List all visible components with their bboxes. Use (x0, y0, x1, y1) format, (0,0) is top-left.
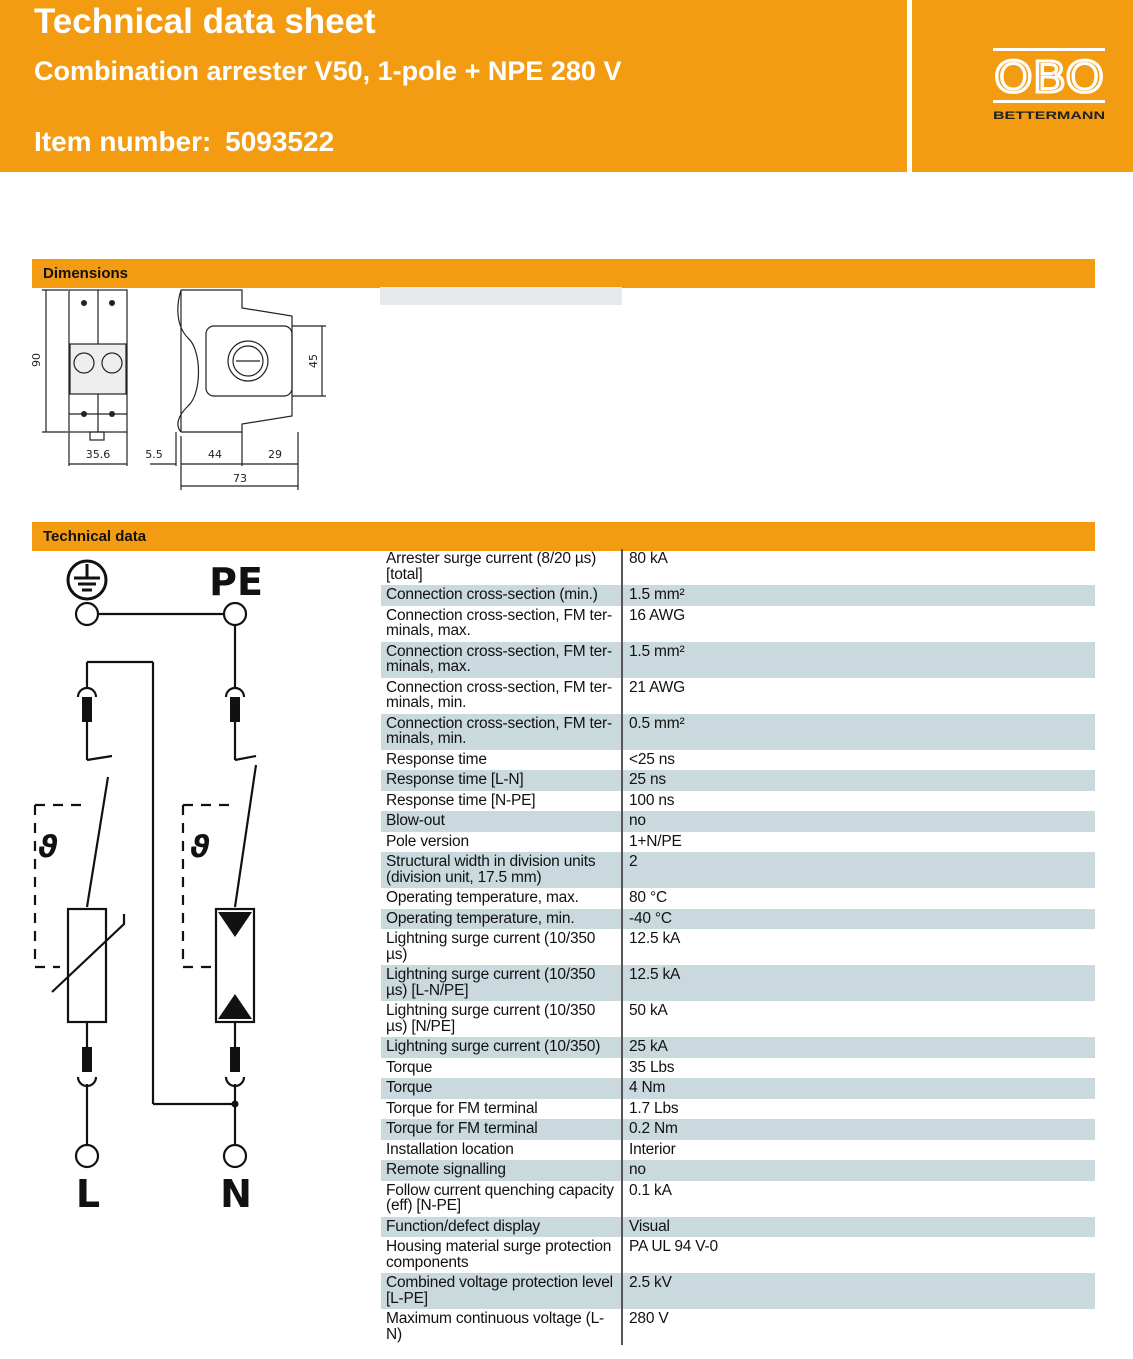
spec-value: Visual (622, 1217, 1095, 1238)
spec-value: 0.2 Nm (622, 1119, 1095, 1140)
l-label: L (75, 1172, 101, 1216)
spec-label: Operating temperature, min. (381, 909, 622, 930)
spec-value: no (622, 1160, 1095, 1181)
spec-value: 21 AWG (629, 678, 685, 696)
table-row (381, 1273, 1095, 1309)
header-banner (0, 0, 1133, 172)
table-row (381, 852, 1095, 888)
dimensions-placeholder-strip (380, 287, 622, 305)
header-divider (907, 0, 912, 172)
product-subtitle: Combination arrester V50, 1-pole + NPE 280 V (34, 56, 622, 86)
spec-value: 100 ns (629, 791, 675, 809)
spec-value: 25 ns (622, 770, 1095, 791)
spec-value: <25 ns (629, 750, 675, 768)
dim-height-label: 90 (30, 353, 43, 367)
spec-value: 1.5 mm² (622, 585, 1095, 606)
spec-value: no (622, 811, 1095, 832)
spec-label: Response time [N-PE] (381, 791, 622, 812)
spec-label: Installation location (381, 1140, 622, 1161)
spec-label: Blow-out (381, 811, 622, 832)
table-row (381, 1217, 1095, 1238)
spec-label: Torque for FM terminal (381, 1119, 622, 1140)
table-row (381, 1237, 1095, 1273)
table-row (381, 585, 1095, 606)
table-row (381, 714, 1095, 750)
spec-label: Lightning surge current (10/350) (381, 1037, 622, 1058)
table-row (381, 1058, 1095, 1079)
table-row (381, 1309, 1095, 1345)
spec-label: Connection cross-section, FM ter-minals, min. (381, 714, 622, 750)
spec-label: Connection cross-section (min.) (381, 585, 622, 606)
spec-value: Interior (629, 1140, 676, 1158)
table-row (381, 888, 1095, 909)
page-title: Technical data sheet (34, 2, 376, 41)
dim-width-front-label: 35.6 (85, 448, 111, 461)
logo-mark: OBO (994, 53, 1104, 103)
dim-depth-total-label: 73 (233, 472, 247, 485)
spec-label: Connection cross-section, FM ter-minals, max. (381, 606, 622, 642)
spec-value: 1.7 Lbs (629, 1099, 679, 1117)
spec-value: -40 °C (622, 909, 1095, 930)
table-row (381, 1037, 1095, 1058)
dim-depth-b-label: 29 (268, 448, 282, 461)
table-row (381, 909, 1095, 930)
spec-label: Housing material surge protection components (381, 1237, 622, 1273)
spec-value: 16 AWG (629, 606, 685, 624)
technical-data-table (381, 549, 1095, 1345)
circuit-diagram (30, 552, 280, 1222)
logo-brand: BETTERMANN (993, 110, 1106, 122)
table-row (381, 770, 1095, 791)
theta-left-label: ϑ (38, 830, 58, 865)
spec-value: 50 kA (629, 1002, 668, 1019)
spec-label: Lightning surge current (10/350 µs) (381, 929, 622, 965)
spec-value: 280 V (629, 1310, 669, 1327)
spec-label: Torque (381, 1058, 622, 1079)
spec-label: Follow current quenching capacity (eff) [N-PE] (381, 1181, 622, 1217)
table-row (381, 1181, 1095, 1217)
table-row (381, 791, 1095, 812)
spec-value: 1+N/PE (629, 832, 682, 850)
pe-label: PE (209, 560, 263, 604)
spec-value: 2 (622, 852, 1095, 888)
dimensions-drawing (30, 286, 330, 492)
obo-logo (990, 44, 1108, 124)
spec-label: Function/defect display (381, 1217, 622, 1238)
spec-label: Maximum continuous voltage (L-N) (381, 1309, 622, 1345)
table-row (381, 1001, 1095, 1037)
table-row (381, 549, 1095, 585)
table-row (381, 1160, 1095, 1181)
spec-label: Arrester surge current (8/20 µs) [total] (381, 549, 622, 585)
spec-label: Torque (381, 1078, 622, 1099)
dim-terminal-height-label: 45 (307, 354, 320, 368)
spec-label: Lightning surge current (10/350 µs) [N/PE] (381, 1001, 622, 1037)
spec-value: 80 kA (629, 550, 668, 567)
table-row (381, 606, 1095, 642)
dimensions-section-bar (32, 259, 1095, 288)
item-number-value: 5093522 (225, 126, 335, 157)
table-row (381, 1099, 1095, 1120)
spec-value: 1.5 mm² (622, 642, 1095, 678)
table-row (381, 965, 1095, 1001)
table-row (381, 642, 1095, 678)
spec-label: Torque for FM terminal (381, 1099, 622, 1120)
spec-value: 25 kA (622, 1037, 1095, 1058)
table-row (381, 929, 1095, 965)
spec-value: 0.1 kA (629, 1181, 672, 1199)
item-number (34, 126, 334, 158)
spec-value: 2.5 kV (622, 1273, 1095, 1309)
dimensions-heading: Dimensions (43, 265, 129, 282)
technical-data-section-bar (32, 522, 1095, 551)
table-row (381, 811, 1095, 832)
table-row (381, 1140, 1095, 1161)
spec-label: Response time [L-N] (381, 770, 622, 791)
spec-label: Connection cross-section, FM ter-minals, max. (381, 642, 622, 678)
spec-value: 4 Nm (622, 1078, 1095, 1099)
spec-label: Connection cross-section, FM ter-minals, min. (381, 678, 622, 714)
table-row (381, 1078, 1095, 1099)
dim-offset-label: 5.5 (145, 448, 163, 461)
spec-label: Structural width in division units (division unit, 17.5 mm) (381, 852, 622, 888)
spec-value: 80 °C (629, 889, 667, 906)
table-row (381, 678, 1095, 714)
spec-label: Response time (381, 750, 622, 771)
spec-value: 35 Lbs (629, 1058, 675, 1076)
spec-label: Combined voltage protection level [L-PE] (381, 1273, 622, 1309)
item-number-label: Item number: (34, 126, 212, 157)
theta-right-label: ϑ (190, 830, 210, 865)
spec-value: 0.5 mm² (622, 714, 1095, 750)
table-row (381, 750, 1095, 771)
table-row (381, 1119, 1095, 1140)
spec-label: Operating temperature, max. (381, 888, 622, 909)
spec-value: 12.5 kA (629, 930, 681, 947)
dim-depth-a-label: 44 (208, 448, 222, 461)
spec-value: PA UL 94 V-0 (629, 1238, 718, 1255)
spec-value: 12.5 kA (622, 965, 1095, 1001)
spec-label: Lightning surge current (10/350 µs) [L-N/PE] (381, 965, 622, 1001)
technical-data-heading: Technical data (43, 528, 147, 545)
spec-label: Remote signalling (381, 1160, 622, 1181)
n-label: N (220, 1172, 252, 1216)
table-row (381, 832, 1095, 853)
spec-label: Pole version (381, 832, 622, 853)
